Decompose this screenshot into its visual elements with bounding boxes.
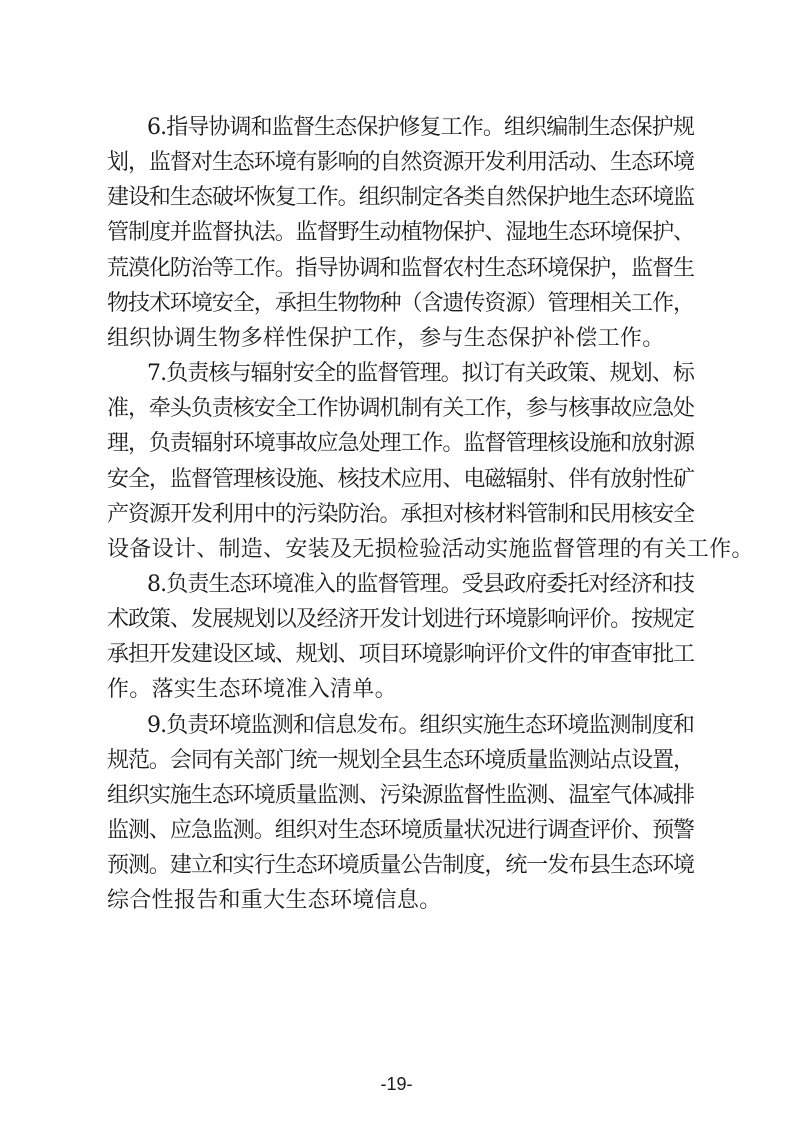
text-line: 安全，监督管理核设施、核技术应用、电磁辐射、伴有放射性矿 (107, 467, 694, 492)
text-line: 组织实施生态环境质量监测、污染源监督性监测、温室气体减排 (107, 783, 694, 808)
text-line: 组织协调生物多样性保护工作，参与生态保护补偿工作。 (107, 326, 665, 351)
text-line: 作。落实生态环境准入清单。 (107, 677, 397, 702)
text-line: 产资源开发利用中的污染防治。承担对核材料管制和民用核安全 (107, 502, 694, 527)
text-line: 建设和生态破坏恢复工作。组织制定各类自然保护地生态环境监 (107, 185, 694, 210)
text-line: 荒漠化防治等工作。指导协调和监督农村生态环境保护，监督生 (107, 256, 694, 281)
text-line: 物技术环境安全，承担生物物种（含遗传资源）管理相关工作， (107, 291, 694, 316)
text-line: 综合性报告和重大生态环境信息。 (107, 888, 442, 913)
text-line: 理，负责辐射环境事故应急处理工作。监督管理核设施和放射源 (107, 431, 694, 456)
text-line: 术政策、发展规划以及经济开发计划进行环境影响评价。按规定 (107, 607, 694, 632)
text-line: 9.负责环境监测和信息发布。组织实施生态环境监测制度和 (147, 713, 694, 738)
text-line: 规范。会同有关部门统一规划全县生态环境质量监测站点设置， (107, 748, 694, 773)
text-line: 8.负责生态环境准入的监督管理。受县政府委托对经济和技 (147, 572, 694, 597)
page-number: -19- (380, 1074, 413, 1094)
text-line: 划，监督对生态环境有影响的自然资源开发利用活动、生态环境 (107, 150, 694, 175)
text-line: 管制度并监督执法。监督野生动植物保护、湿地生态环境保护、 (107, 220, 694, 245)
text-line: 设备设计、制造、安装及无损检验活动实施监督管理的有关工作。 (107, 537, 754, 562)
text-line: 6.指导协调和监督生态保护修复工作。组织编制生态保护规 (147, 115, 694, 140)
text-line: 准，牵头负责核安全工作协调机制有关工作，参与核事故应急处 (107, 396, 694, 421)
text-line: 7.负责核与辐射安全的监督管理。拟订有关政策、规划、标 (147, 361, 694, 386)
text-line: 承担开发建设区域、规划、项目环境影响评价文件的审查审批工 (107, 642, 694, 667)
text-line: 监测、应急监测。组织对生态环境质量状况进行调查评价、预警 (107, 818, 694, 843)
text-line: 预测。建立和实行生态环境质量公告制度，统一发布县生态环境 (107, 853, 694, 878)
